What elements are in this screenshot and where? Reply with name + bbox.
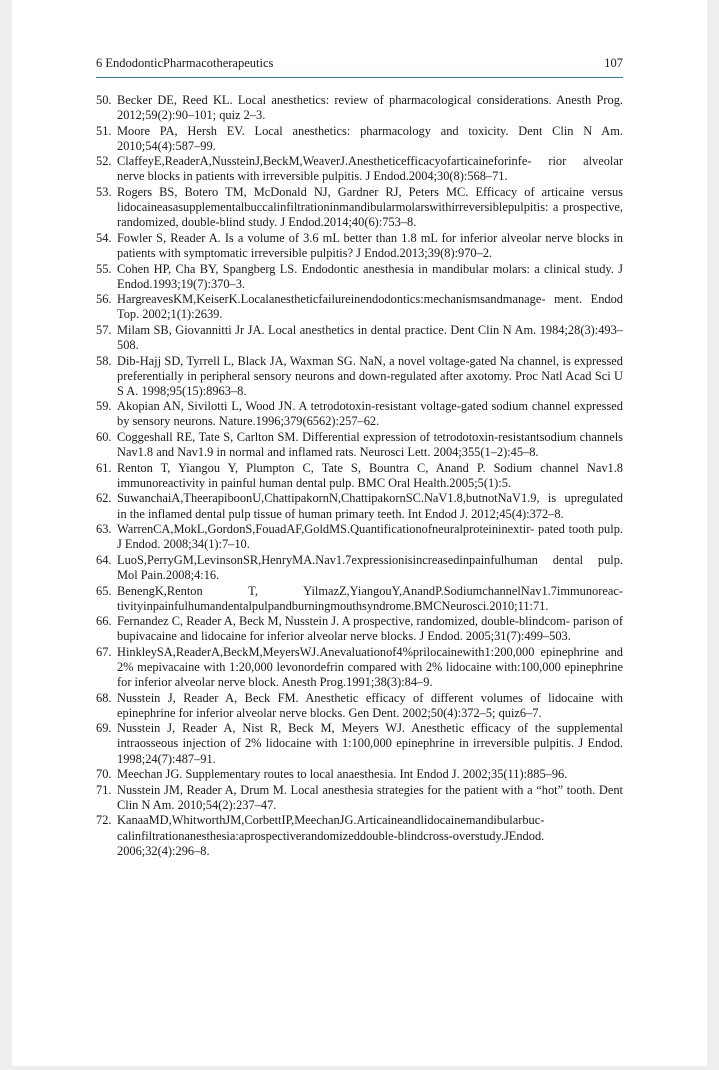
reference-number: 56. — [96, 292, 112, 307]
reference-text: Renton T, Yiangou Y, Plumpton C, Tate S, Bountra C, Anand P. Sodium channel Nav1.8 immunoreactivity in painful human dental pulp. BMC Oral Health.2005;5(1):5. — [117, 460, 623, 490]
reference-item — [96, 430, 623, 460]
reference-number: 60. — [96, 430, 112, 445]
reference-item — [96, 354, 623, 399]
reference-number: 70. — [96, 767, 112, 782]
reference-text: Akopian AN, Sivilotti L, Wood JN. A tetrodotoxin-resistant voltage-gated sodium channel expressed by sensory neurons. Nature.1996;379(6562):257–62. — [117, 399, 623, 429]
reference-item — [96, 231, 623, 261]
reference-number: 62. — [96, 491, 112, 506]
reference-item — [96, 491, 623, 521]
reference-text: Becker DE, Reed KL. Local anesthetics: review of pharmacological considerations. Anesth Prog. 2012;59(2):90–101; quiz 2–3. — [117, 93, 623, 123]
reference-text: Nusstein J, Reader A, Beck FM. Anesthetic efficacy of different volumes of lidocaine with epinephrine for inferior alveolar nerve blocks. Gen Dent. 2002;50(4):372–5; quiz6–7. — [117, 690, 623, 720]
reference-text: Nusstein J, Reader A, Nist R, Beck M, Meyers WJ. Anesthetic efficacy of the supplemental intraosseous injection of 2% lidocaine with 1:100,000 epinephrine in irreversible pulpitis. J Endod. 1998;24(7):487–91. — [117, 721, 623, 766]
reference-number: 61. — [96, 460, 112, 475]
reference-number: 64. — [96, 552, 112, 567]
reference-item — [96, 614, 623, 644]
reference-text: Milam SB, Giovannitti Jr JA. Local anesthetics in dental practice. Dent Clin N Am. 1984;28(3):493–508. — [117, 322, 623, 352]
reference-number: 53. — [96, 185, 112, 200]
reference-number: 65. — [96, 583, 112, 598]
reference-number: 66. — [96, 614, 112, 629]
reference-item — [96, 522, 623, 552]
reference-text: Meechan JG. Supplementary routes to local anaesthesia. Int Endod J. 2002;35(11):885–96. — [117, 767, 568, 782]
chapter-title: 6 EndodonticPharmacotherapeutics — [96, 56, 274, 70]
reference-number: 52. — [96, 154, 112, 169]
reference-item — [96, 783, 623, 813]
reference-item — [96, 553, 623, 583]
reference-text: SuwanchaiA,TheerapiboonU,ChattipakornN,ChattipakornSC.NaV1.8,butnotNaV1.9, is upregulated in the inflamed dental pulp tissue of human primary teeth. Int Endod J. 2012;45(4):372–8. — [117, 491, 623, 521]
reference-item — [96, 399, 623, 429]
reference-item — [96, 292, 623, 322]
reference-text: WarrenCA,MokL,GordonS,FouadAF,GoldMS.Quantificationofneuralproteininextir- pated tooth pulp. J Endod. 2008;34(1):7–10. — [117, 522, 623, 552]
reference-item — [96, 124, 623, 154]
reference-number: 59. — [96, 399, 112, 414]
reference-number: 72. — [96, 813, 112, 828]
reference-item — [96, 767, 623, 782]
reference-text: LuoS,PerryGM,LevinsonSR,HenryMA.Nav1.7expressionisincreasedinpainfulhuman dental pulp. Mol Pain.2008;4:16. — [117, 552, 623, 582]
reference-item — [96, 93, 623, 123]
reference-item — [96, 691, 623, 721]
reference-text: Rogers BS, Botero TM, McDonald NJ, Gardner RJ, Peters MC. Efficacy of articaine versus lidocaineasasupplementalbuccalinfiltrationinmandibularmolarswithirreversiblepulpitis: a prospective, randomized, double-blind study. J Endod.2014;40(6):753–8. — [117, 185, 623, 230]
reference-number: 67. — [96, 644, 112, 659]
running-header — [96, 56, 623, 71]
reference-item — [96, 323, 623, 353]
reference-item — [96, 461, 623, 491]
reference-number: 57. — [96, 322, 112, 337]
reference-text: Dib-Hajj SD, Tyrrell L, Black JA, Waxman SG. NaN, a novel voltage-gated Na channel, is expressed preferentially in peripheral sensory neurons and down-regulated after axotomy. Proc Natl Acad Sci U S A. 1998;95(15):8963–8. — [117, 353, 623, 398]
document-page — [12, 0, 707, 1066]
reference-number: 71. — [96, 782, 112, 797]
reference-number: 54. — [96, 230, 112, 245]
reference-item — [96, 262, 623, 292]
reference-text: HinkleySA,ReaderA,BeckM,MeyersWJ.Anevaluationof4%prilocainewith1:200,000 epinephrine and 2% mepivacaine with 1:20,000 levonordefrin compared with 2% lidocaine with:100,000 epinephrine for inferior alveolar nerve block. Anesth Prog.1991;38(3):84–9. — [117, 644, 623, 690]
reference-item — [96, 154, 623, 184]
reference-text: ClaffeyE,ReaderA,NussteinJ,BeckM,WeaverJ.Anestheticefficacyofarticaineforinfe- rior alveolar nerve blocks in patients with irreversible pulpitis. J Endod.2004;30(8):568–71. — [117, 154, 623, 184]
reference-number: 51. — [96, 123, 112, 138]
reference-number: 68. — [96, 690, 112, 705]
reference-item — [96, 185, 623, 230]
header-rule — [96, 77, 623, 78]
reference-text: KanaaMD,WhitworthJM,CorbettIP,MeechanJG.Articaineandlidocainemandibularbuc- calinfiltrationanesthesia:aprospectiverandomizeddouble-blindcross-overstudy.JEndod. 2006;32(4):296–8. — [117, 813, 545, 858]
reference-number: 55. — [96, 261, 112, 276]
reference-item — [96, 645, 623, 690]
reference-item — [96, 813, 623, 858]
reference-text: Nusstein JM, Reader A, Drum M. Local anesthesia strategies for the patient with a “hot” tooth. Dent Clin N Am. 2010;54(2):237–47. — [117, 782, 623, 812]
reference-text: Moore PA, Hersh EV. Local anesthetics: pharmacology and toxicity. Dent Clin N Am. 2010;54(4):587–99. — [117, 123, 623, 153]
reference-text: Fernandez C, Reader A, Beck M, Nusstein J. A prospective, randomized, double-blindcom- parison of bupivacaine and lidocaine for inferior alveolar nerve blocks. J Endod. 2005;31(7):499–503. — [117, 614, 623, 644]
reference-text: HargreavesKM,KeiserK.Localanestheticfailureinendodontics:mechanismsandmanage- ment. Endod Top. 2002;1(1):2639. — [117, 292, 623, 322]
reference-number: 58. — [96, 353, 112, 368]
reference-number: 69. — [96, 721, 112, 736]
reference-number: 63. — [96, 522, 112, 537]
reference-item — [96, 584, 623, 614]
reference-text: Cohen HP, Cha BY, Spangberg LS. Endodontic anesthesia in mandibular molars: a clinical study. J Endod.1993;19(7):370–3. — [117, 261, 623, 291]
page-number: 107 — [604, 56, 623, 70]
reference-text: Fowler S, Reader A. Is a volume of 3.6 mL better than 1.8 mL for inferior alveolar nerve blocks in patients with symptomatic irreversible pulpitis? J Endod.2013;39(8):970–2. — [117, 230, 623, 260]
reference-list — [96, 93, 623, 859]
reference-number: 50. — [96, 93, 112, 107]
reference-text: Coggeshall RE, Tate S, Carlton SM. Differential expression of tetrodotoxin-resistantsodium channels Nav1.8 and Nav1.9 in normal and inflamed rats. Neurosci Lett. 2004;355(1–2):45–8. — [117, 430, 623, 460]
reference-text: BenengK,Renton T, YilmazZ,YiangouY,AnandP.SodiumchannelNav1.7immunoreac- tivityinpainfulhumandentalpulpandburningmouthsyndrome.BMCNeurosci.2010;11:71. — [117, 583, 623, 613]
reference-item — [96, 721, 623, 766]
